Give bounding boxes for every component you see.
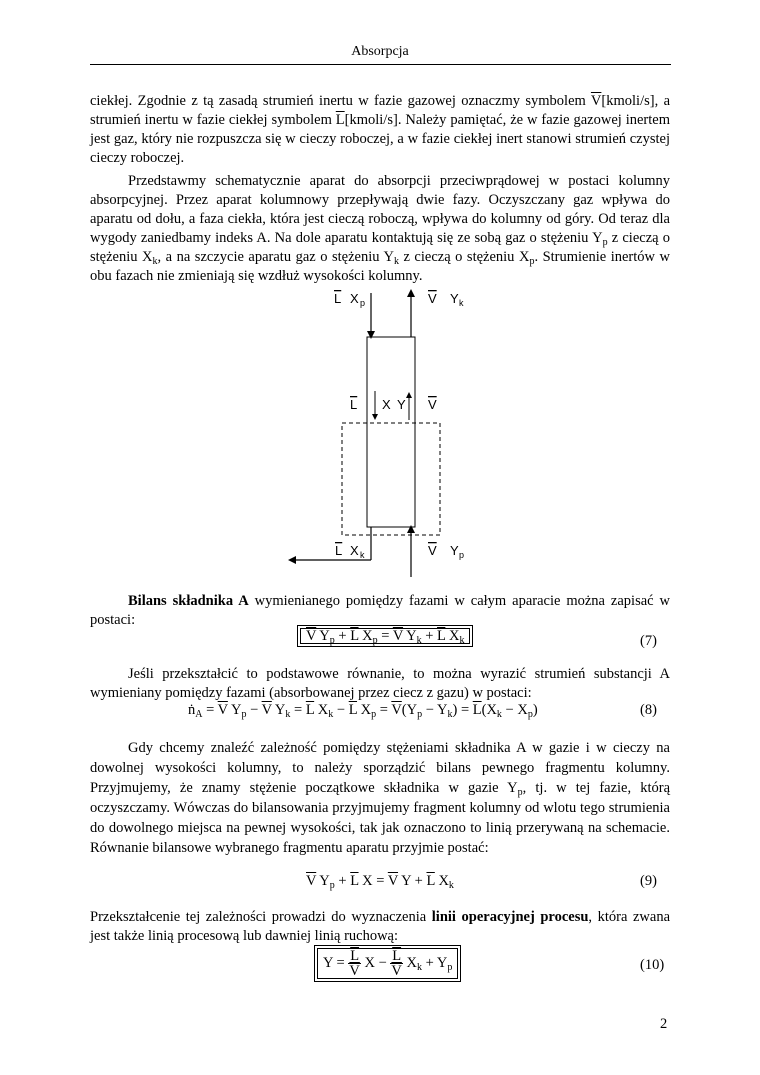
- label-top-X-sub: p: [360, 298, 366, 308]
- label-bot-L: L: [335, 543, 343, 558]
- p5-a: Przekształcenie tej zależności prowadzi do wyznaczenia: [90, 909, 427, 925]
- label-bot-X-sub: k: [360, 550, 365, 560]
- internal-gas-arrow: [406, 392, 412, 398]
- p4-b: , tj. w tej fazie, którą oczyszczamy. Wówczas do bilansowania przyjmujemy fragment kolumny od wlotu tego strumienia do dowolnego miejsca na pewnej wysokości, tak jak oznaczono to linią przerywaną na schemacie. Równanie bilansowe wybranego fragmentu aparatu przyjmie postać:: [90, 780, 671, 856]
- equation-9: $\overline{V}$ $Y_p + \overline{L}$ $X = \overline{V}$ $Y + \overline{L}$ $X_k$: [306, 873, 454, 891]
- label-top-Y-sub: k: [459, 298, 464, 308]
- p2-t4: z cieczą o stężeniu: [403, 249, 515, 265]
- label-mid-L: L: [350, 397, 358, 412]
- unit-l: [kmoli/s]: [344, 112, 398, 128]
- running-header: Absorpcja: [351, 44, 409, 59]
- symbol-v: $\overline{V}$: [590, 93, 602, 109]
- label-mid-V: V: [428, 397, 437, 412]
- symbol-l: $\overline{L}$: [335, 112, 345, 128]
- page-number: 2: [660, 1016, 668, 1032]
- paragraph-1: [90, 92, 670, 168]
- label-mid-Y: Y: [397, 397, 406, 412]
- liquid-outlet-arrow: [288, 556, 296, 564]
- p2-text1: Przedstawmy schematycznie aparat do absorpcji przeciwprądowej w postaci kolumny absorpcyjnej. Przez aparat kolumnowy przepływają dwie fazy. Oczyszczany gaz wpływa do aparatu od dołu, a faza ciekła, która jest cieczą roboczą, wpływa do kolumny od góry. Od teraz dla wygody zaniedbamy indeks A. Na dole aparatu kontaktują się ze sobą gaz o stężeniu: [90, 173, 670, 246]
- p2-t2: z cieczą o stężeniu: [90, 230, 671, 265]
- p5-bold: linii operacyjnej procesu: [431, 909, 589, 925]
- bilans-rest: wymienianego pomiędzy fazami w całym aparacie można zapisać w postaci:: [90, 593, 670, 628]
- equation-7: $\overline{V}$ $Y_p + \overline{L}$ $X_p = \overline{V}$ $Y_k + \overline{L}$ $X_k$: [297, 628, 473, 645]
- p1-rest: fazie gazowej inertem jest gaz, który nie rozpuszcza się w cieczy roboczej, a w fazie ciekłej inert stanowi strumień czystej cieczy roboczej.: [90, 112, 671, 166]
- paragraph-3: Jeśli przekształcić to podstawowe równanie, to można wyrazić strumień substancji A wymieniany pomiędzy fazami (absorbowanej przez ciecz z gazu) w postaci:: [90, 666, 670, 701]
- p1-line2b: . Należy pamiętać, że w: [397, 112, 538, 128]
- equation-9-number: (9): [640, 873, 657, 889]
- p2-t3: , a na szczycie aparatu gaz o stężeniu: [157, 249, 380, 265]
- gas-inlet-arrow: [407, 525, 415, 533]
- p1-line1: ciekłej. Zgodnie z tą zasadą strumień inertu w fazie gazowej oznaczmy symbolem: [90, 93, 586, 109]
- label-top-Y: Y: [450, 291, 459, 306]
- paragraph-5: [90, 908, 670, 946]
- p1-line2a: , a strumień inertu w fazie ciekłej symbolem: [90, 93, 671, 128]
- gas-outlet-arrow: [407, 289, 415, 297]
- column-body: [367, 337, 415, 527]
- p2-t5: Strumienie inertów w obu fazach nie zmieniają się wzdłuż wysokości kolumny.: [90, 249, 671, 284]
- label-top-L: L: [334, 291, 342, 306]
- header-rule: [90, 64, 671, 65]
- liquid-inlet-arrow: [367, 331, 375, 339]
- equation-8: ṅ$_A$ = $\overline{V}$ $Y_p - \overline{V}$ $Y_k = \overline{L}$ $X_k - \overline{L}$ $X_p = \overline{V}(Y_p - Y_k) = \overline{L}(X_k - X_p)$: [188, 702, 538, 720]
- absorption-column-diagram: [280, 285, 490, 585]
- unit-v: [kmoli/s]: [601, 93, 655, 109]
- equation-10: Y = $\frac{\overline{L}}{V}$ X − $\frac{\overline{L}}{V}$ $X_k + Y_p$: [314, 945, 461, 982]
- p5-b: , która zwana jest także linią procesową lub dawniej linią ruchową:: [90, 909, 670, 944]
- equation-8-number: (8): [640, 702, 657, 718]
- paragraph-2: Przedstawmy schematycznie aparat do absorpcji przeciwprądowej w postaci kolumny absorpcyjnej. Przez aparat kolumnowy przepływają dwie fazy. Oczyszczany gaz wpływa do aparatu od dołu, a faza ciekła, która jest cieczą roboczą, wpływa do kolumny od góry. Od teraz dla wygody zaniedbamy indeks A. Na dole aparatu kontaktują się ze sobą gaz o stężeniu $Y_p$ z cieczą o stężeniu $X_k$, a na szczycie aparatu gaz o stężeniu $Y_k$ z cieczą o stężeniu $X_p$. Strumienie inertów w obu fazach nie zmieniają się wzdłuż wysokości kolumny.: [90, 173, 671, 284]
- paragraph-4: Gdy chcemy znaleźć zależność pomiędzy stężeniami składnika A w gazie i w cieczy na dowolnej wysokości kolumny, to należy sporządzić bilans pewnego fragmentu kolumny. Przyjmujemy, że znamy stężenie początkowe składnika w gazie $Y_p$, tj. w tej fazie, którą oczyszczamy. Wówczas do bilansowania przyjmujemy fragment kolumny od wlotu tego strumienia do dowolnego miejsca na pewnej wysokości, tak jak oznaczono to linią przerywaną na schemacie. Równanie bilansowe wybranego fragmentu aparatu przyjmie postać:: [90, 740, 671, 856]
- balance-region-dashed: [342, 423, 440, 535]
- bilans-bold: Bilans składnika A: [128, 593, 249, 609]
- label-bot-X: X: [350, 543, 359, 558]
- label-mid-X: X: [382, 397, 391, 412]
- label-bot-Y-sub: p: [459, 550, 465, 560]
- label-top-V: V: [428, 291, 437, 306]
- internal-liquid-arrow: [372, 414, 378, 420]
- label-bot-V: V: [428, 543, 437, 558]
- p4-a: Gdy chcemy znaleźć zależność pomiędzy stężeniami składnika A w gazie i w cieczy na dowolnej wysokości kolumny, to należy sporządzić bilans pewnego fragmentu kolumny. Przyjmujemy, że znamy stężenie początkowe składnika w gazie: [90, 740, 670, 796]
- equation-10-number: (10): [640, 957, 665, 973]
- label-bot-Y: Y: [450, 543, 459, 558]
- label-top-X: X: [350, 291, 359, 306]
- equation-7-number: (7): [640, 633, 657, 649]
